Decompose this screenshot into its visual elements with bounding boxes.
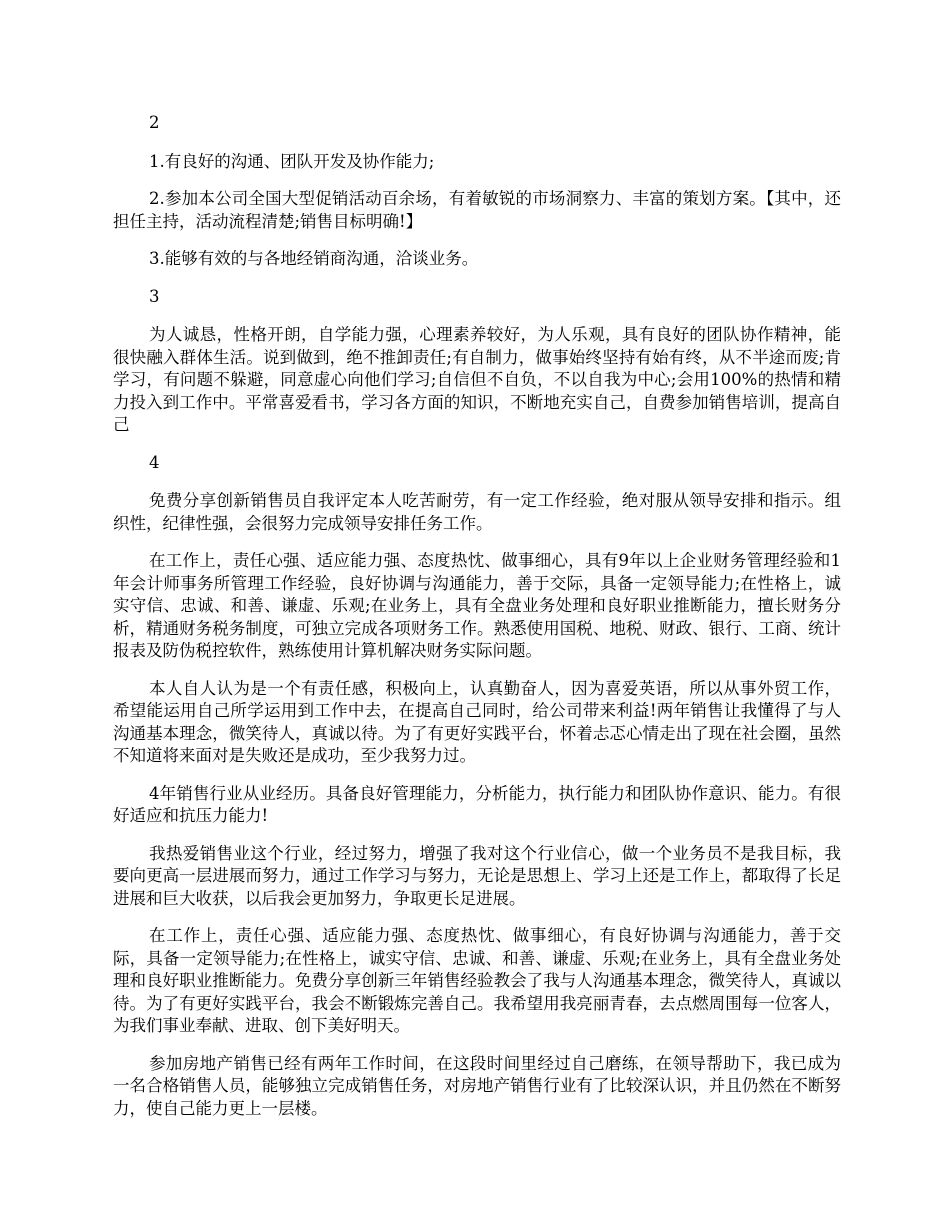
paragraph: 在工作上，责任心强、适应能力强、态度热忱、做事细心，有良好协调与沟通能力，善于交际，具备一定领导能力;在性格上，诚实守信、忠诚、和善、谦虚、乐观;在业务上，具有全盘业务处理和良好职业推断能力。免费分享创新三年销售经验教会了我与人沟通基本理念，微笑待人，真诚以待。为了有更好实践平台，我会不断锻炼完善自己。我希望用我亮丽青春，去点燃周围每一位客人，为我们事业奉献、进取、创下美好明天。 xyxy=(113,926,841,1035)
document-page xyxy=(113,112,841,1135)
paragraph: 4年销售行业从业经历。具备良好管理能力，分析能力，执行能力和团队协作意识、能力。有很好适应和抗压力能力! xyxy=(113,783,841,825)
paragraph: 在工作上，责任心强、适应能力强、态度热忱、做事细心，具有9年以上企业财务管理经验和1年会计师事务所管理工作经验，良好协调与沟通能力，善于交际，具备一定领导能力;在性格上，诚实守信、忠诚、和善、谦虚、乐观;在业务上，具有全盘业务处理和良好职业推断能力，擅长财务分析，精通财务税务制度，可独立完成各项财务工作。熟悉使用国税、地税、财政、银行、工商、统计报表及防伪税控软件，熟练使用计算机解决财务实际问题。 xyxy=(113,551,841,660)
paragraph: 我热爱销售业这个行业，经过努力，增强了我对这个行业信心，做一个业务员不是我目标，我要向更高一层进展而努力，通过工作学习与努力，无论是思想上、学习上还是工作上，都取得了长足进展和巨大收获，以后我会更加努力，争取更长足进展。 xyxy=(113,843,841,908)
paragraph: 3.能够有效的与各地经销商沟通，洽谈业务。 xyxy=(149,249,479,268)
paragraph: 1.有良好的沟通、团队开发及协作能力; xyxy=(149,151,435,171)
paragraph: 免费分享创新销售员自我评定本人吃苦耐劳，有一定工作经验，绝对服从领导安排和指示。组织性，纪律性强，会很努力完成领导安排任务工作。 xyxy=(113,491,841,533)
paragraph: 参加房地产销售已经有两年工作时间，在这段时间里经过自己磨练，在领导帮助下，我已成为一名合格销售人员，能够独立完成销售任务，对房地产销售行业有了比较深认识，并且仍然在不断努力，使自己能力更上一层楼。 xyxy=(113,1053,841,1118)
paragraph: 为人诚恳，性格开朗，自学能力强，心理素养较好，为人乐观，具有良好的团队协作精神，能很快融入群体生活。说到做到，绝不推卸责任;有自制力，做事始终坚持有始有终，从不半途而废;肯学习，有问题不躲避，同意虚心向他们学习;自信但不自负，不以自我为中心;会用100%的热情和精力投入到工作中。平常喜爱看书，学习各方面的知识，不断地充实自己，自费参加销售培训，提高自己 xyxy=(113,325,841,434)
section-number: 2 xyxy=(149,113,160,132)
paragraph: 2.参加本公司全国大型促销活动百余场，有着敏锐的市场洞察力、丰富的策划方案。【其中，还担任主持，活动流程清楚;销售目标明确!】 xyxy=(113,189,841,231)
paragraph: 本人自人认为是一个有责任感，积极向上，认真勤奋人，因为喜爱英语，所以从事外贸工作，希望能运用自己所学运用到工作中去，在提高自己同时，给公司带来利益!两年销售让我懂得了与人沟通基本理念，微笑待人，真诚以待。为了有更好实践平台，怀着忐忑心情走出了现在社会圈，虽然不知道将来面对是失败还是成功，至少我努力过。 xyxy=(113,678,841,765)
section-number: 3 xyxy=(149,286,160,306)
section-number: 4 xyxy=(149,452,160,472)
